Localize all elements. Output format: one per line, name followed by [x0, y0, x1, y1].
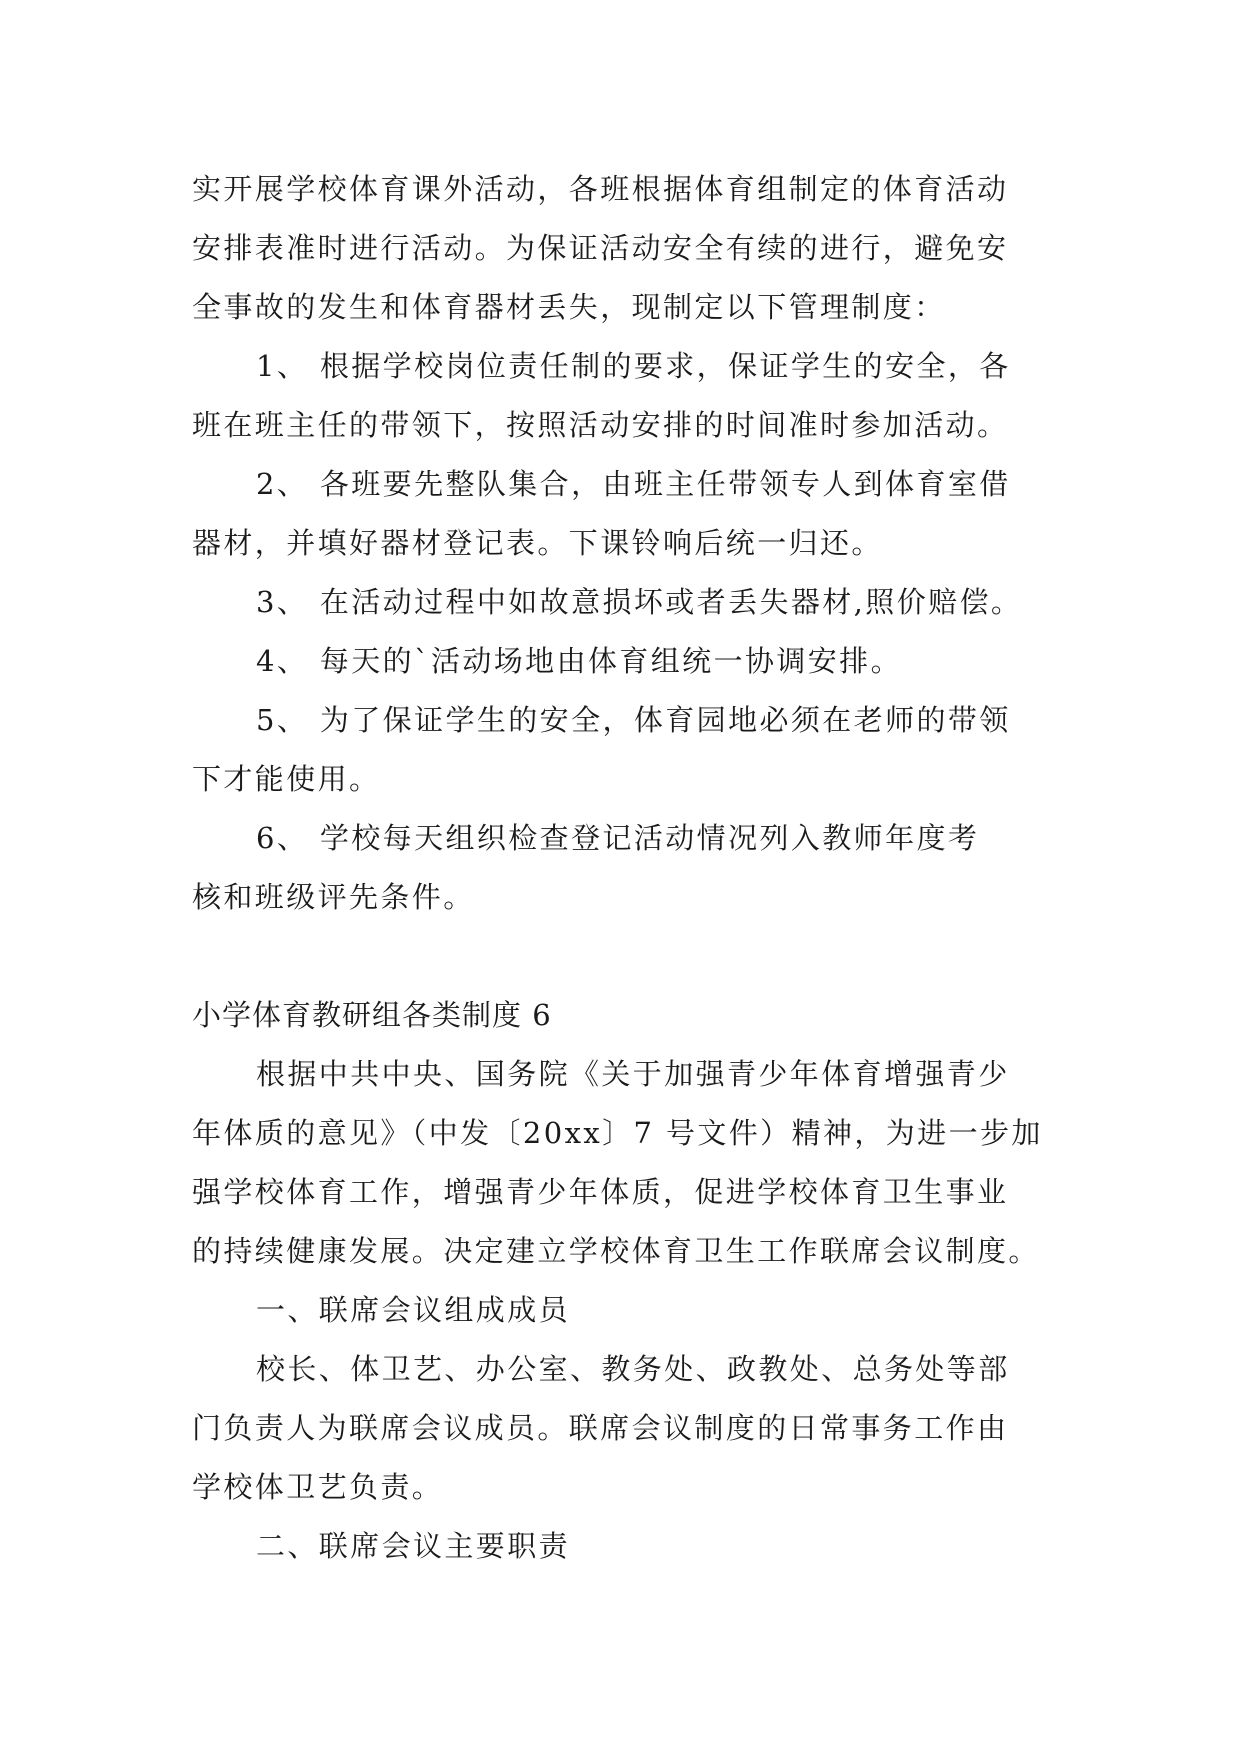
paragraph-line: 校长、体卫艺、办公室、教务处、政教处、总务处等部 — [256, 1352, 1010, 1386]
paragraph-line: 班在班主任的带领下，按照活动安排的时间准时参加活动。 — [192, 408, 1009, 442]
paragraph-line: 学校体卫艺负责。 — [192, 1470, 444, 1504]
subheading-2: 二、联席会议主要职责 — [256, 1529, 571, 1563]
list-item-2: 2、 各班要先整队集合，由班主任带领专人到体育室借 — [256, 467, 1011, 501]
paragraph-line: 年体质的意见》（中发〔20xx〕7 号文件）精神，为进一步加 — [192, 1116, 1043, 1150]
paragraph-line: 强学校体育工作，增强青少年体质，促进学校体育卫生事业 — [192, 1175, 1009, 1209]
paragraph-line: 下才能使用。 — [192, 762, 381, 796]
document-body — [192, 160, 1052, 1576]
list-item-4: 4、 每天的`活动场地由体育组统一协调安排。 — [256, 644, 902, 678]
list-item-5: 5、 为了保证学生的安全，体育园地必须在老师的带领 — [256, 703, 1011, 737]
list-item-1: 1、 根据学校岗位责任制的要求，保证学生的安全，各 — [256, 349, 1011, 383]
paragraph-line: 实开展学校体育课外活动，各班根据体育组制定的体育活动 — [192, 172, 1009, 206]
section-spacer — [192, 927, 1052, 986]
list-item-3: 3、 在活动过程中如故意损坏或者丢失器材,照价赔偿。 — [256, 585, 1023, 619]
paragraph-line: 器材，并填好器材登记表。下课铃响后统一归还。 — [192, 526, 883, 560]
list-item-6: 6、 学校每天组织检查登记活动情况列入教师年度考 — [256, 821, 980, 855]
paragraph-line: 门负责人为联席会议成员。联席会议制度的日常事务工作由 — [192, 1411, 1009, 1445]
paragraph-line: 根据中共中央、国务院《关于加强青少年体育增强青少 — [256, 1057, 1010, 1091]
paragraph-line: 全事故的发生和体育器材丢失，现制定以下管理制度： — [192, 290, 946, 324]
paragraph-line: 核和班级评先条件。 — [192, 880, 475, 914]
section-heading: 小学体育教研组各类制度 6 — [192, 998, 552, 1032]
subheading-1: 一、联席会议组成成员 — [256, 1293, 571, 1327]
paragraph-line: 的持续健康发展。决定建立学校体育卫生工作联席会议制度。 — [192, 1234, 1040, 1268]
paragraph-line: 安排表准时进行活动。为保证活动安全有续的进行，避免安 — [192, 231, 1009, 265]
